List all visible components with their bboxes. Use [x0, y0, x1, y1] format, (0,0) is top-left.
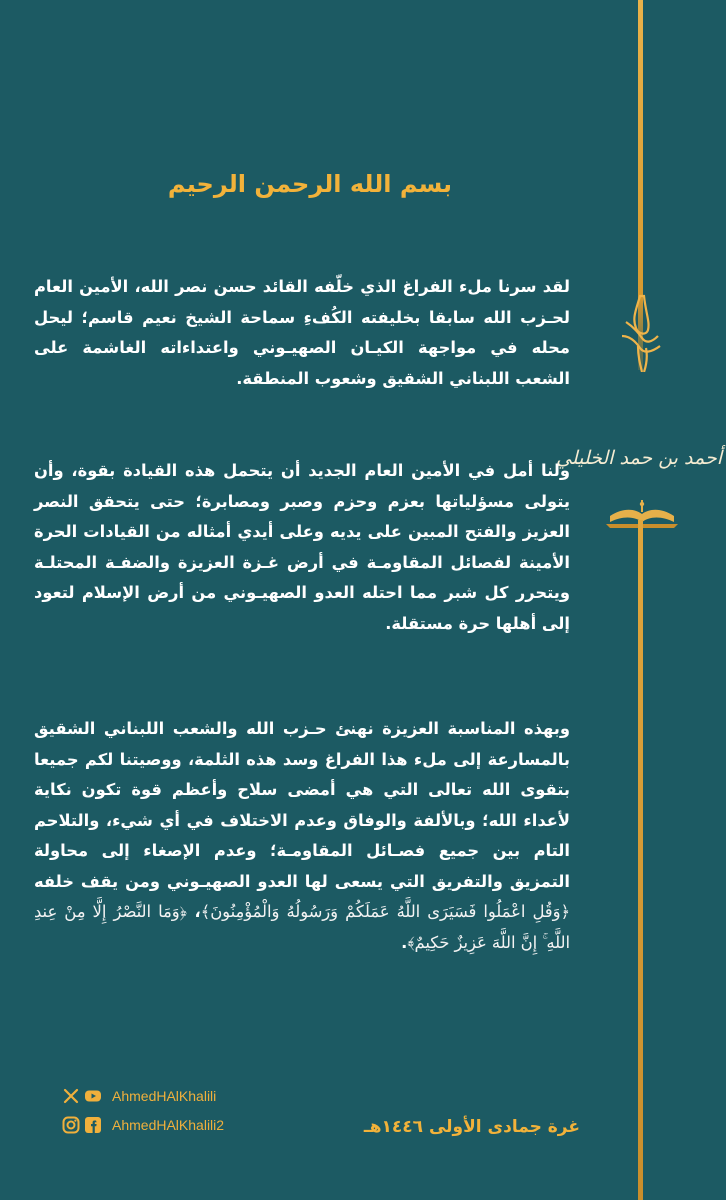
decorative-gold-line-bottom — [638, 520, 643, 1200]
social-handle-1[interactable]: AhmedHAlKhalili — [112, 1088, 217, 1104]
signature: أحمد بن حمد الخليلي — [555, 447, 722, 469]
paragraph-3-text: وبهذه المناسبة العزيزة نهنئ حـزب الله والشعب اللبناني الشقيق بالمسارعة إلى ملء هذا الفراغ وسد هذه الثلمة، ووصيتنا لكم جميعا بتقوى الله تعالى التي هي أمضى سلاح وأعظم قوة تكون نكاية لأعداء الله؛ وبالألفة والوفاق وعدم الاختلاف في أي شيء، والتلاحم التام بين جميع فصـائل المقاومـة؛ وعدم الإصغاء إلى محاولة التمزيق والتفريق التي يسعى لها العدو الصهيـوني ومن يقف خلفه — [34, 719, 570, 891]
clasped-hands-icon — [612, 292, 672, 372]
social-row-1 — [62, 1085, 216, 1107]
paragraph-3-end: . — [401, 932, 408, 952]
quran-verse-2: ﴿وَمَا النَّصْرُ إِلَّا مِنْ عِندِ اللَّهِ ۚ إِنَّ اللَّهَ عَزِيزٌ حَكِيمٌ﴾ — [34, 902, 570, 952]
instagram-icon[interactable] — [62, 1116, 80, 1134]
facebook-icon[interactable] — [84, 1116, 102, 1134]
basmala-title: بسم الله الرحمن الرحيم — [167, 170, 453, 198]
x-twitter-icon[interactable] — [62, 1087, 80, 1105]
quran-verse-1: ﴿وَقُلِ اعْمَلُوا فَسَيَرَى اللَّهُ عَمَلَكُمْ وَرَسُولُهُ وَالْمُؤْمِنُونَ﴾ — [200, 902, 570, 921]
social-handle-2[interactable]: AhmedHAlKhalili2 — [112, 1117, 225, 1133]
youtube-icon[interactable] — [84, 1087, 102, 1105]
verse-separator: ، — [186, 902, 201, 921]
paragraph-1: لقد سرنا ملء الفراغ الذي خلّفه القائد حسن نصر الله، الأمين العام لحـزب الله سابقا بخليفته الكُفءِ سماحة الشيخ نعيم قاسم؛ ليحل محله في مواجهة الكيـان الصهيـوني واعتداءاته الغاشمة على الشعب اللبناني الشقيق وشعوب المنطقة. — [34, 277, 570, 388]
date-line: غرة جمادى الأولى ١٤٤٦هـ — [363, 1117, 580, 1137]
social-row-2 — [62, 1114, 224, 1136]
paragraph-3 — [34, 714, 570, 958]
paragraph-2: ولنا أمل في الأمين العام الجديد أن يتحمل هذه القيادة بقوة، وأن يتولى مسؤلياتها بعزم وحزم وصبر ومصابرة؛ حتى يتحقق النصر العزيز والفتح المبين على يديه وعلى أيدي أمثاله من القيادات الحرة الأمينة لفصائل المقاومـة في أرض غـزة العزيزة والضفـة المحتلـة ويتحرر كل شبر مما احتله العدو الصهيـوني من أرض الإسلام لتعود إلى أهلها حرة مستقلة. — [34, 461, 570, 633]
